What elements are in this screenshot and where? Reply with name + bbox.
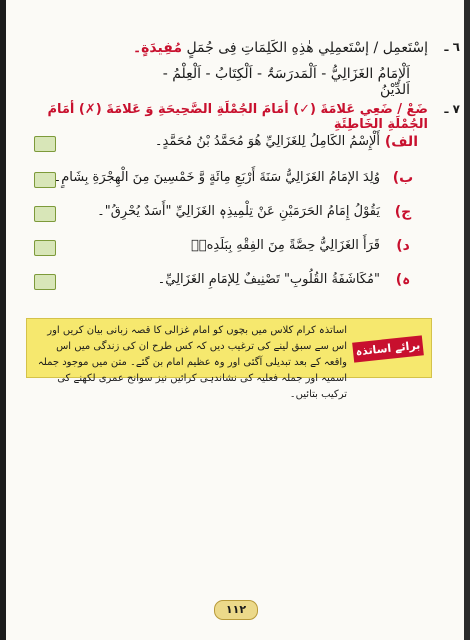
item-sentence: يَقُوْلُ إِمَامُ الحَرَمَيْنِ عَنْ تِلْمِيذِهٖ الغَزَالِيِّ "أَسَدٌ يُحْرِقُ"۔ — [97, 204, 380, 219]
item-letter: ج) — [394, 204, 412, 220]
question-6-instruction — [120, 40, 428, 60]
item-sentence: "مُكَاشَفَةُ القُلُوبِ" تَصْنِيفٌ لِلإمَامِ الغَزَالِيِّ۔ — [157, 272, 380, 287]
question-7-instruction: ضَعْ / ضَعِي عَلامَةَ (✓) أمَامَ الجُمْلَةِ الصَّحِيحَةِ وَ عَلامَةَ (✗) أمَامَ الجُمْلَةِ الخَاطِئَةِ — [47, 102, 428, 132]
item-sentence: وُلِدَ الإمَامُ الغَزَالِيُّ سَنَةَ أَرْبَعِ مِائَةٍ وَّ خَمْسِينَ مِنَ الْهِجْرَةِ بِشَامٍ۔ — [53, 170, 380, 185]
true-false-item — [34, 204, 418, 230]
page-number: ١١٢ — [214, 600, 258, 620]
item-letter: ہ) — [395, 272, 411, 288]
answer-checkbox[interactable] — [34, 240, 56, 256]
true-false-item — [34, 272, 418, 298]
question-6-instruction-text: إسْتَعمِل / إسْتَعمِلِي هٰذِهِ الكَلِمَاتِ فِی جُمَلٍ — [186, 40, 428, 56]
answer-checkbox[interactable] — [34, 206, 56, 222]
item-letter: د) — [396, 238, 410, 254]
true-false-item — [34, 238, 418, 264]
page-left-edge — [0, 0, 6, 640]
teacher-note-text: اساتذہ کرام کلاس میں بچوں کو امام غزالی کا قصہ زبانی بیان کریں اور اس سے سبق لینے کی ترغیب دیں کہ کس طرح ان کی زندگی میں اس واقعہ کے بعد تبدیلی آگئی اور وہ عظیم امام بن گئے۔ متن میں موجود جملہ اسمیہ اور جملہ فعلیہ کی نشاندہی کرائیں نیز سوانح عمری لکھنے کی ترکیب بتائیں۔ — [37, 325, 347, 400]
item-letter: ب) — [392, 170, 414, 186]
teacher-note-box — [26, 318, 432, 400]
item-sentence: قَرَأَ الغَزَالِيُّ حِصَّةً مِنَ الفِقْهِ بِبَلَدِهٖ۔ — [190, 238, 380, 253]
question-7-number: ٧ ـ — [444, 102, 460, 116]
question-6-number: ٦ ـ — [444, 40, 460, 54]
question-6-word-list: اَلْإمَامُ الغَزَالِيُّ - اَلْمَدرَسَۃُ - اَلْكِتَابُ - اَلْعِلْمُ - اَلدِّيْنُ — [162, 66, 410, 98]
item-letter: الف) — [384, 134, 418, 150]
answer-checkbox[interactable] — [34, 274, 56, 290]
page-right-edge — [464, 0, 470, 640]
true-false-item — [34, 170, 418, 196]
answer-checkbox[interactable] — [34, 136, 56, 152]
true-false-item — [34, 134, 418, 160]
answer-checkbox[interactable] — [34, 172, 56, 188]
item-sentence: أَلْإِسْمُ الكَامِلُ لِلغَزَالِيِّ هُوَ مُحَمَّدُ بْنُ مُحَمَّدٍ۔ — [154, 134, 380, 149]
teacher-note-badge: برائے اساتذہ — [352, 335, 424, 362]
question-6-instruction-highlight: مُفِيدَةٍ۔ — [132, 40, 182, 56]
